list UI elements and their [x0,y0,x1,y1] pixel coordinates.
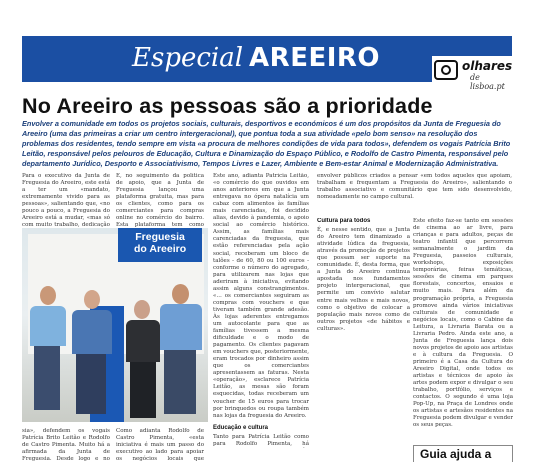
logo-name: olhares [462,59,513,73]
paragraph: É, no seguimento da política de apoio, que a Junta de Freguesia lançou uma plataforma gratuita, mas para os clientes, como para os comerciantes para compras online no comércio do bairro. Esta plataforma tem como [116,173,204,227]
paragraph: Tanto para Patrícia Leitão como para Rodolfo Pimenta, há [213,433,309,447]
article-photo [22,228,208,422]
column-2-bottom [116,428,204,462]
camera-icon [434,60,458,80]
article-headline: No Areeiro as pessoas são a prioridade [22,94,433,118]
paragraph: Este efeito faz-se tanto em sessões de cinema ao ar livre, para crianças e para adultos, peças de teatro infantil que percorrem semanalmente o jardim da Freguesia, passeios culturais, workshops, exposições temporárias, feiras temáticas, sessões de cinema em parques florestais, concertos, ensaios e muito mais. Para além da programação própria, a Freguesia promove ainda vários iniciativas culturais de comunidade e negócios locais, como o Cabine da Leitura, a Livraria Barata ou a Livraria Pedro. Ainda este ano, a Junta de Freguesia lança dois novos projetos de apoio aos artistas e à cultura da Freguesia. O primeiro é a Casa da Cultura do Areeiro Digital, onde todos os artistas e técnicos de apoio às artes podem expor e divulgar o seu trabalho, portfólio, serviços e contactos. O segundo é uma loja Pop-Up, na Praça de Londres onde os artistas e artesãos residentes na Freguesia podem divulgar e vender os seus peças. [413,218,513,429]
column-6 [413,218,513,443]
olhares-logo [432,56,513,91]
banner-place: AREEIRO [249,43,381,73]
column-5 [317,218,410,453]
paragraph: Para o executivo da Junta de Freguesia do Areeiro, este está a ter um «mandato, extremamente vivido para as pessoas», salientando que, «no pouco a pouco, a Freguesia do Areeiro está a mudar, «mas só com muito trabalho, dedicação [22,173,110,227]
banner-title [132,42,380,74]
banner-special: Especial [132,43,244,73]
paragraph: sia», defendem os vogais Patrícia Brito Leitão e Rodolfo de Castro Pimenta. Muito há a afirmada da Junta de Freguesia. Desde logo e no [22,428,110,462]
tent-sign-text [134,231,186,255]
tent-sign-line-2: do Areeiro [134,243,187,255]
paragraph: É, e nesse sentido, que a Junta do Areeiro tem dinamizado a atividade lúdica da freguesia, através da promoção de projetos que possam ser suporte na comunidade. É, desta forma, que a Junta do Areeiro continua apostada nos fundamentos projeto intergeracional, que permite um convívio salutar entre mais velhos e mais novos, como o objetivo de colocar a população mais novos como de outros projetos «de hábitos e culturas». [317,227,410,332]
subheading-cultura: Cultura para todos [317,218,371,224]
article-lead: Envolver a comunidade em todos os projetos sociais, culturais, desportivos e económicos é um dos propósitos da Junta de Freguesia do Areeiro (uma das primeiras a criar um centro intergeracional), que pontua toda a sua atividade «pelo bom senso» na resolução dos problemas dos residentes, tendo sempre em vista «a procura de melhores condições de vida para todos», defendem os vogais Patrícia Brito Leitão, responsável pelos pelouros de Educação, Cultura e Dinamização do Espaço Público, e Rodolfo de Castro Pimenta, responsável pelo departamento Jurídico, Desporto e Associativismo, Tempos Livres e Lazer, Ambiente e Bem-estar Animal e Modernização Administrativa. [22,119,511,168]
tent-sign-line-1: Freguesia [135,231,185,243]
column-3 [213,173,309,448]
paragraph: Como adianta Rodolfo de Castro Pimenta, «esta iniciativa é mais um passo do executivo ao lado para apoiar os negócios locais que [116,428,204,462]
logo-subtitle: de lisboa.pt [470,73,505,91]
paragraph: Este ano, adianta Patrícia Leitão, «o comércio do que ouvidos em anos anteriores em que a Junta entregava no ópera natalícia um cabaz com alimentos às famílias mais carenciadas, foi decidido alias, devido à pandemia, o apoio social ao comércio histórico. Assim, as famílias mais carenciadas da freguesia, que estão referenciadas pela ação social, receberam um bloco de talões - de 60, 80 ou 100 euros - conforme o número do agregado, para utilizarem nas lojas que aderiram à iniciativa, evitando assim alguns constrangimentos. «… os comerciantes seguiram as compras com vouchers e que tiveram também grande adesão. Às lojas aderentes entregamos um autocolante para que as famílias tivessem a mesma dificuldade e o modo de pagamento. Os clientes pagavam em vouchers que, posteriormente, eram trocados por dinheiro assim que os comerciantes apresentassem as faturas. Nesta «operação», esclarece Patrícia Leitão, as mesas são foram esquecidas, todas receberam um voucher de 15 euros para trocar por brinquedos ou roupa também nas lojas da freguesia do Areeiro. [213,173,309,419]
subheading-educacao: Educação e cultura [213,424,269,431]
column-1-bottom [22,428,110,462]
sidebar-box-title: Guia ajuda a [420,447,492,461]
column-2-top [116,173,204,227]
column-1-top [22,173,110,227]
paragraph: envolver públicos criados a pensar «em todos aqueles que apoiam, trabalham e frequentam a Freguesia do Areeiro», salientando o trabalho associativo e comunitário que tem sido desenvolvido, nomeadamente no campo cultural. [317,173,512,201]
column-4-top [317,173,512,217]
